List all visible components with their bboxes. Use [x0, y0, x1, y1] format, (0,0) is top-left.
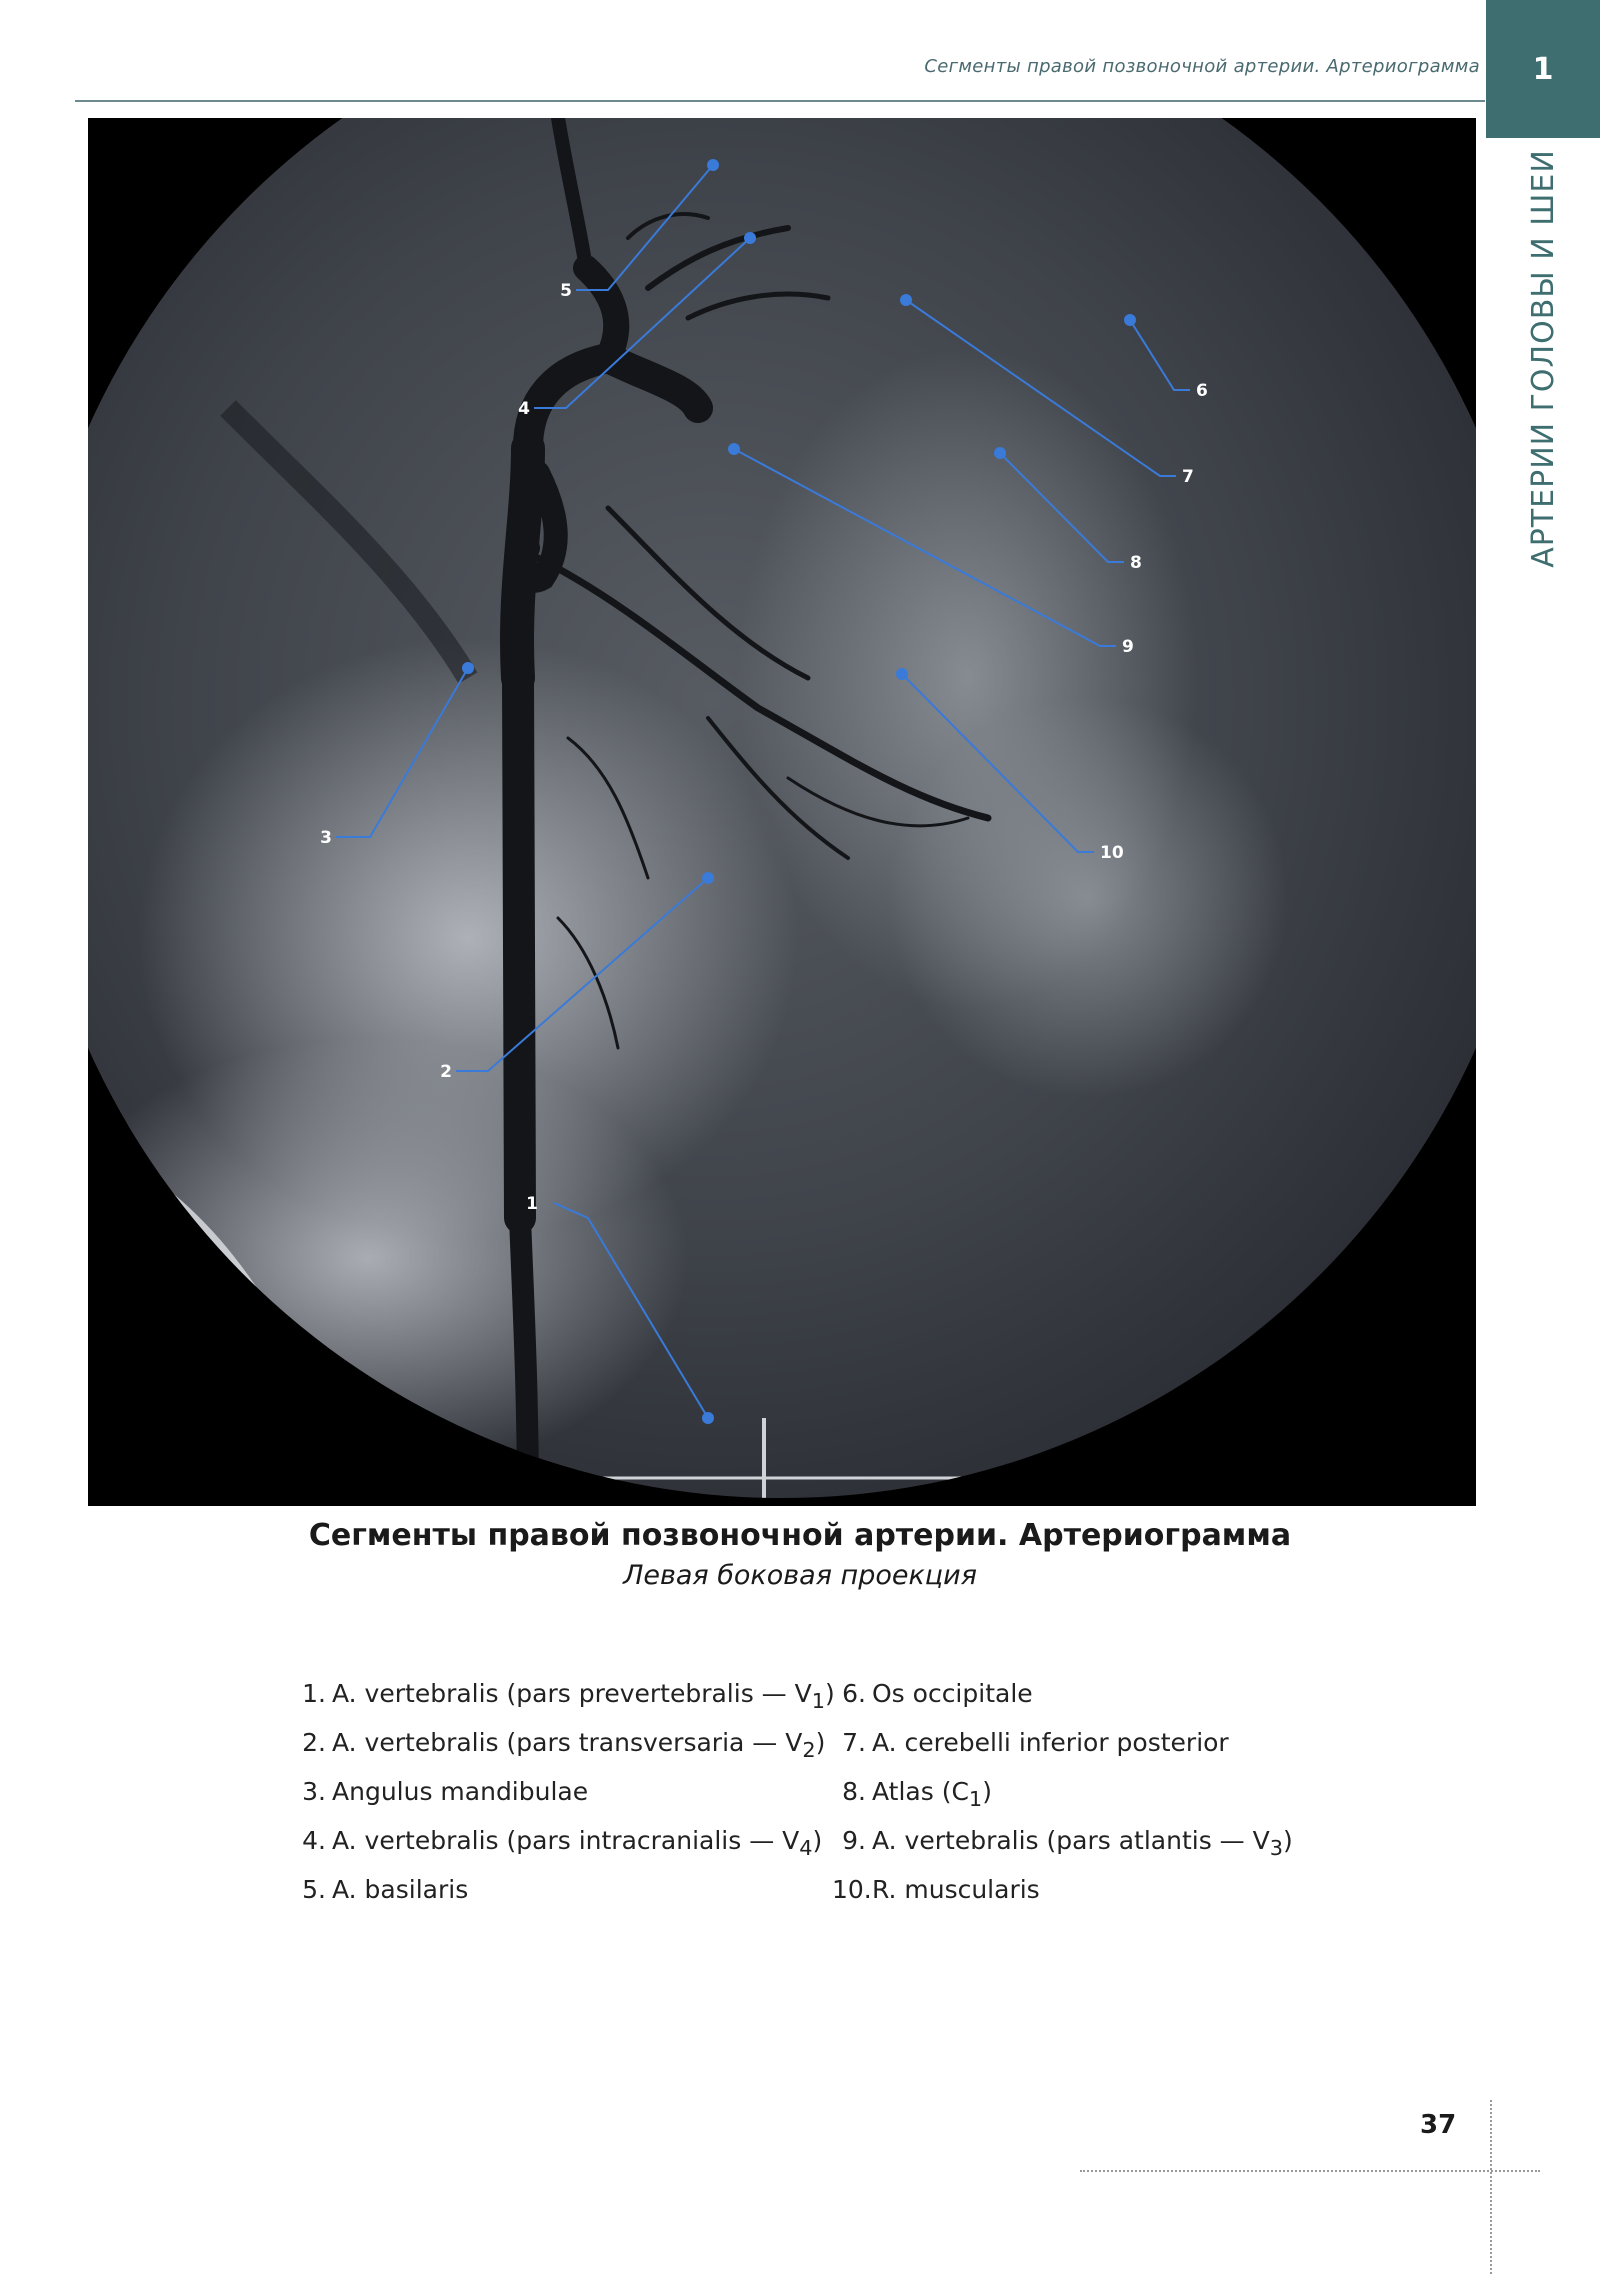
angiogram-figure	[88, 118, 1476, 1506]
legend-item: 9. A. vertebralis (pars atlantis — $V_3$)	[842, 1826, 1293, 1860]
chapter-title: АРТЕРИИ ГОЛОВЫ И ШЕИ	[1525, 148, 1561, 568]
figure-label-6: 6	[1196, 381, 1208, 401]
figure-label-1: 1	[526, 1194, 538, 1214]
header-divider	[75, 100, 1485, 102]
legend-item: 1. A. vertebralis (pars prevertebralis — $V_1$)	[302, 1679, 835, 1713]
figure-label-10: 10	[1100, 843, 1124, 863]
legend-item: 10.R. muscularis	[832, 1875, 1040, 1904]
angiogram-image	[88, 118, 1476, 1506]
legend-item: 6. Os occipitale	[842, 1679, 1033, 1708]
legend-item: 7. A. cerebelli inferior posterior	[842, 1728, 1229, 1757]
figure-label-3: 3	[320, 828, 332, 848]
figure-caption-title: Сегменты правой позвоночной артерии. Артериограмма	[308, 1518, 1292, 1553]
footer-dotted-vertical	[1490, 2100, 1492, 2274]
legend-left-column	[292, 1673, 835, 1918]
figure-label-5: 5	[560, 281, 572, 301]
chapter-side-tab	[1486, 138, 1600, 578]
footer-dotted-rule	[1080, 2170, 1540, 2172]
figure-label-9: 9	[1122, 637, 1134, 657]
legend-item: 3. Angulus mandibulae	[302, 1777, 589, 1806]
figure-label-4: 4	[518, 399, 530, 419]
figure-caption-subtitle: Левая боковая проекция	[623, 1560, 977, 1591]
figure-label-2: 2	[440, 1062, 452, 1082]
legend-right-column	[832, 1673, 1293, 1918]
legend-item: 4. A. vertebralis (pars intracranialis — $V_4$)	[302, 1826, 823, 1860]
figure-label-7: 7	[1182, 467, 1194, 487]
legend-item: 2. A. vertebralis (pars transversaria — $V_2$)	[302, 1728, 826, 1762]
running-header-title: Сегменты правой позвоночной артерии. Артериограмма	[924, 56, 1480, 77]
page-number: 37	[1420, 2110, 1457, 2140]
legend-item: 8. Atlas $(C_1)$	[842, 1777, 992, 1811]
legend-item: 5. A. basilaris	[302, 1875, 469, 1904]
figure-label-8: 8	[1130, 553, 1142, 573]
chapter-number-tab: 1	[1486, 0, 1600, 138]
